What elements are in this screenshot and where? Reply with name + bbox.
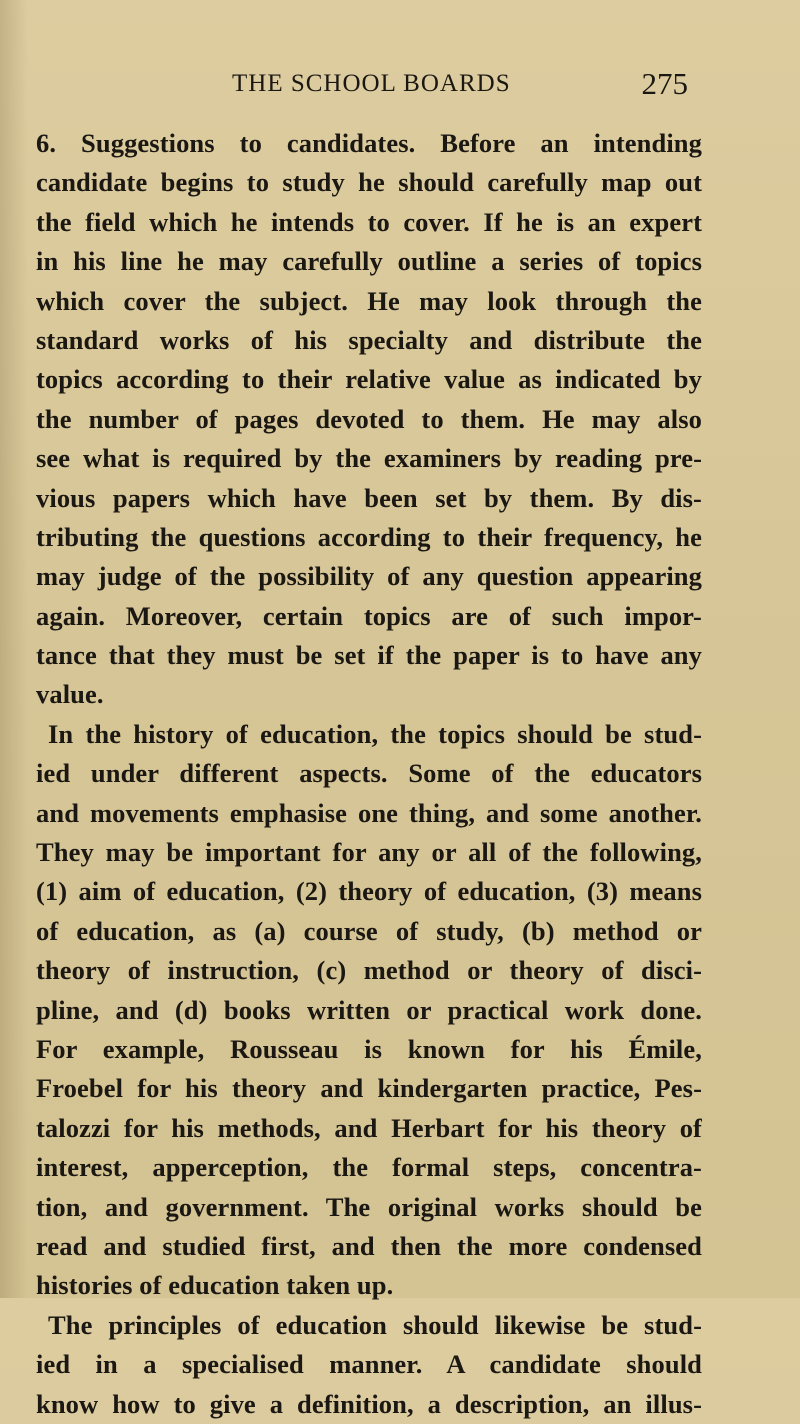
text-line: the number of pages devoted to them. He may also [36,403,702,434]
text-line: ied in a specialised manner. A candidate should [36,1349,702,1380]
text-line: (1) aim of education, (2) theory of education, (3) means [36,876,702,907]
page-number: 275 [641,66,688,101]
text-line: value. [36,679,104,710]
page-header [232,66,688,110]
text-line: may judge of the possibility of any question appearing [36,561,702,592]
text-line: the field which he intends to cover. If he is an expert [36,206,702,237]
text-line: interest, apperception, the formal steps, concentra- [36,1152,702,1183]
text-line: 6. Suggestions to candidates. Before an intending [36,128,702,158]
text-line: read and studied first, and then the more condensed [36,1230,702,1261]
text-line: again. Moreover, certain topics are of such impor- [36,600,702,631]
text-line: and movements emphasise one thing, and some another. [36,797,702,828]
text-line: in his line he may carefully outline a series of topics [36,246,702,277]
text-line: topics according to their relative value as indicated by [36,364,702,395]
text-line: pline, and (d) books written or practical work done. [36,994,702,1025]
text-line: histories of education taken up. [36,1270,394,1301]
text-line: talozzi for his methods, and Herbart for his theory of [36,1112,702,1143]
text-line: Froebel for his theory and kindergarten practice, Pes- [36,1073,702,1104]
text-line: tributing the questions according to their frequency, he [36,521,702,552]
text-line: of education, as (a) course of study, (b) method or [36,915,702,946]
text-line: know how to give a definition, a description, an illus- [36,1388,702,1419]
text-line: ied under different aspects. Some of the educators [36,758,702,789]
text-line: see what is required by the examiners by reading pre- [36,443,702,474]
text-line: The principles of education should likewise be stud- [48,1309,702,1340]
text-line: standard works of his specialty and distribute the [36,324,702,355]
text-line: For example, Rousseau is known for his Émile, [36,1033,702,1064]
text-line: tion, and government. The original works should be [36,1191,702,1222]
running-head: THE SCHOOL BOARDS [232,70,511,97]
text-line: In the history of education, the topics should be stud- [48,718,702,749]
text-line: vious papers which have been set by them. By dis- [36,482,702,513]
text-line: theory of instruction, (c) method or theory of disci- [36,955,702,986]
text-line: which cover the subject. He may look through the [36,285,702,316]
text-line: tance that they must be set if the paper is to have any [36,640,702,671]
body-text [36,124,702,1424]
text-line: They may be important for any or all of the following, [36,837,702,868]
text-line: candidate begins to study he should carefully map out [36,167,702,198]
page-shadow [0,0,28,1298]
